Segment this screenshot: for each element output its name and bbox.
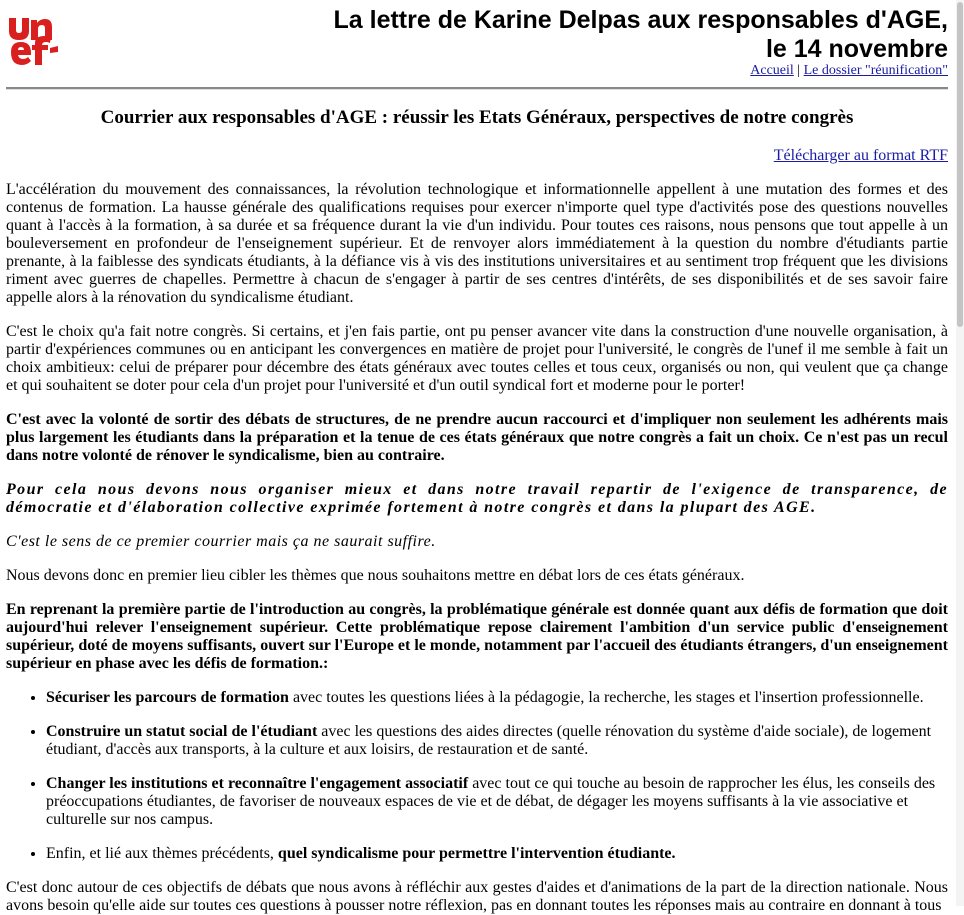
list-item-text: avec toutes les questions liées à la pédagogie, la recherche, les stages et l'insertion professionnelle. <box>288 689 924 706</box>
paragraph-3: C'est avec la volonté de sortir des débats de structures, de ne prendre aucun raccourci et d'impliquer non seulement les adhérents mais plus largement les étudiants dans la préparation et la tenue de ces états généraux que notre congrès a fait un choix. Ce n'est pas un recul dans notre volonté de rénover le syndicalisme, bien au contraire. <box>6 411 948 464</box>
list-item <box>46 689 948 707</box>
list-item-bold: Sécuriser les parcours de formation <box>46 689 289 706</box>
list-item <box>46 775 948 829</box>
article-heading: Courrier aux responsables d'AGE : réussir les Etats Généraux, perspectives de notre congrès <box>100 107 854 128</box>
paragraph-4: Pour cela nous devons nous organiser mieux et dans notre travail repartir de l'exigence de transparence, de démocratie et d'élaboration collective exprimée fortement à notre congrès et dans la plupart des AGE. <box>6 481 948 516</box>
page-title-line1: La lettre de Karine Delpas aux responsables d'AGE, <box>333 6 948 34</box>
nav-separator: | <box>793 63 804 78</box>
themes-list <box>6 689 948 863</box>
paragraph-8: C'est donc autour de ces objectifs de débats que nous avons à réfléchir aux gestes d'aides et d'animations de la part de la direction nationale. Nous avons besoin qu'elle aide sur toutes ces questions à pousser notre réflexion, pas en donnant toutes les réponses mais au contraire en donnant à tous <box>6 879 948 914</box>
list-item-text: avec tout ce qui touche au besoin de rapprocher les élus, les conseils des préoccupations étudiantes, de favoriser de nouveaux espaces de vie et de débat, de dégager les moyens suffisants à la vie associative et culturelle sur nos campus. <box>46 775 936 828</box>
dossier-link[interactable]: Le dossier "réunification" <box>803 63 948 78</box>
scrollbar-thumb[interactable] <box>957 2 963 327</box>
unef-logo[interactable] <box>7 12 59 66</box>
page <box>6 0 948 915</box>
download-rtf-link[interactable]: Télécharger au format RTF <box>773 147 948 164</box>
download-row <box>6 147 948 165</box>
page-title-line2: le 14 novembre <box>765 35 948 63</box>
page-header <box>6 0 948 90</box>
list-item-text: Enfin, et lié aux thèmes précédents, <box>46 845 278 862</box>
list-item-bold: Construire un statut social de l'étudiant <box>46 723 318 740</box>
header-divider <box>6 87 948 90</box>
paragraph-2: C'est le choix qu'a fait notre congrès. Si certains, et j'en fais partie, ont pu penser avancer vite dans la construction d'une nouvelle organisation, à partir d'expériences communes ou en anticipant les convergences en matière de projet pour l'université, le congrès de l'unef il me semble à fait un choix ambitieux: celui de préparer pour décembre des états généraux avec toutes celles et tous ceux, organisés ou non, qui veulent que ça change et qui souhaitent se doter pour cela d'un projet pour l'université et d'un outil syndical fort et moderne pour le porter! <box>6 323 948 394</box>
home-link[interactable]: Accueil <box>750 63 794 78</box>
list-item-bold: Changer les institutions et reconnaître l'engagement associatif <box>46 775 469 792</box>
paragraph-6: Nous devons donc en premier lieu cibler les thèmes que nous souhaitons mettre en débat lors de ces états généraux. <box>6 567 745 584</box>
vertical-scrollbar[interactable] <box>956 0 964 906</box>
list-item-text: avec les questions des aides directes (quelle rénovation du système d'aide sociale), de logement étudiant, d'accès aux transports, à la culture et aux loisirs, de restauration et de santé. <box>46 723 932 758</box>
page-title <box>334 6 949 64</box>
paragraph-7: En reprenant la première partie de l'introduction au congrès, la problématique générale est donnée quant aux défis de formation que doit aujourd'hui relever l'enseignement supérieur. Cette problématique repose clairement l'ambition d'un service public d'enseignement supérieur, doté de moyens suffisants, ouvert sur l'Europe et le monde, notamment par l'accueil des étudiants étrangers, d'un enseignement supérieur en phase avec les défis de formation.: <box>6 601 948 672</box>
list-item <box>46 723 948 759</box>
list-item-bold: quel syndicalisme pour permettre l'intervention étudiante. <box>277 845 676 862</box>
paragraph-1: L'accélération du mouvement des connaissances, la révolution technologique et informationnelle appellent à une mutation des formes et des contenus de formation. La hausse générale des qualifications requises pour exercer n'importe quel type d'activités pose des questions nouvelles quant à l'accès à la formation, à sa durée et sa fréquence durant la vie d'un individu. Pour toutes ces raisons, nous pensons que tout appelle à un bouleversement en profondeur de l'enseignement supérieur. Et de renvoyer alors immédiatement à la question du nombre d'étudiants partie prenante, à la faiblesse des syndicats étudiants, à la défiance vis à vis des institutions universitaires et au sentiment trop fréquent que les divisions riment avec guerres de chapelles. Permettre à chacun de s'engager à partir de ses centres d'intérêts, de ses disponibilités et de ses savoir faire appelle alors à la rénovation du syndicalisme étudiant. <box>6 181 948 306</box>
paragraph-5: C'est le sens de ce premier courrier mais ça ne saurait suffire. <box>6 533 436 550</box>
list-item <box>46 845 948 863</box>
header-nav <box>750 63 948 79</box>
